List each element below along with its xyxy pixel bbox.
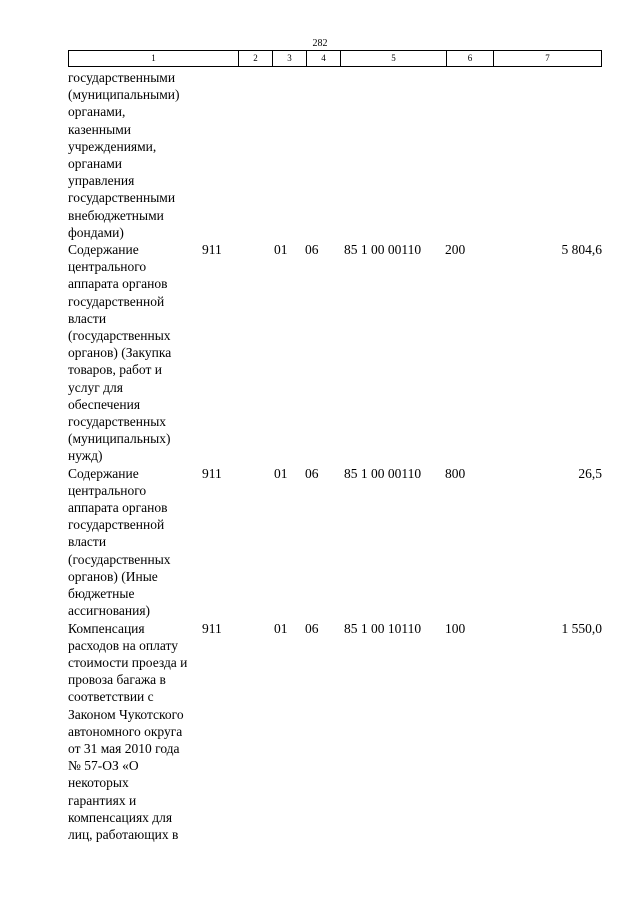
table-body — [68, 69, 602, 843]
row-description: Содержание центрального аппарата органов государственной власти (государственных органов) (Закупка товаров, работ и услуг для обеспечения государственных (муниципальных) нужд) — [68, 242, 172, 464]
row-grbs-code: 911 — [202, 465, 222, 481]
row-description: государственными (муниципальными) органами, казенными учреждениями, органами управления государственными внебюджетными фондами) — [68, 70, 180, 240]
row-expense-type-code: 200 — [445, 242, 466, 258]
row-subsection-code: 06 — [305, 465, 319, 481]
row-grbs-code: 911 — [202, 242, 222, 258]
row-expense-type-code: 800 — [445, 465, 466, 481]
row-grbs-code: 911 — [202, 620, 222, 636]
column-number-5: 5 — [341, 51, 447, 66]
row-section-code: 01 — [274, 620, 288, 636]
column-number-7: 7 — [545, 53, 550, 63]
row-expense-type-code: 100 — [445, 620, 466, 636]
row-amount: 26,5 — [578, 465, 602, 481]
column-number-4: 4 — [307, 51, 341, 66]
row-section-code: 01 — [274, 242, 288, 258]
table-column-numbers-header — [68, 50, 602, 67]
row-description: Компенсация расходов на оплату стоимости проезда и провоза багажа в соответствии с Законом Чукотского автономного округа от 31 мая 2010 года № 57-ОЗ «О некоторых гарантиях и компенсациях для лиц, работающих в — [68, 620, 188, 842]
table-row — [68, 69, 602, 241]
table-row — [68, 241, 602, 465]
row-target-article-code: 85 1 00 00110 — [344, 242, 422, 258]
row-description: Содержание центрального аппарата органов государственной власти (государственных органов) (Иные бюджетные ассигнования) — [68, 465, 171, 619]
table-row — [68, 620, 602, 844]
column-number-2: 2 — [239, 51, 273, 66]
table-row — [68, 465, 602, 620]
column-number-1: 1 — [69, 51, 239, 66]
row-amount: 5 804,6 — [561, 242, 602, 258]
row-target-article-code: 85 1 00 10110 — [344, 620, 422, 636]
page-number: 282 — [312, 38, 328, 49]
row-amount: 1 550,0 — [561, 620, 602, 636]
row-subsection-code: 06 — [305, 242, 319, 258]
column-number-6: 6 — [447, 51, 494, 66]
row-target-article-code: 85 1 00 00110 — [344, 465, 422, 481]
row-section-code: 01 — [274, 465, 288, 481]
column-number-3: 3 — [273, 51, 307, 66]
row-subsection-code: 06 — [305, 620, 319, 636]
